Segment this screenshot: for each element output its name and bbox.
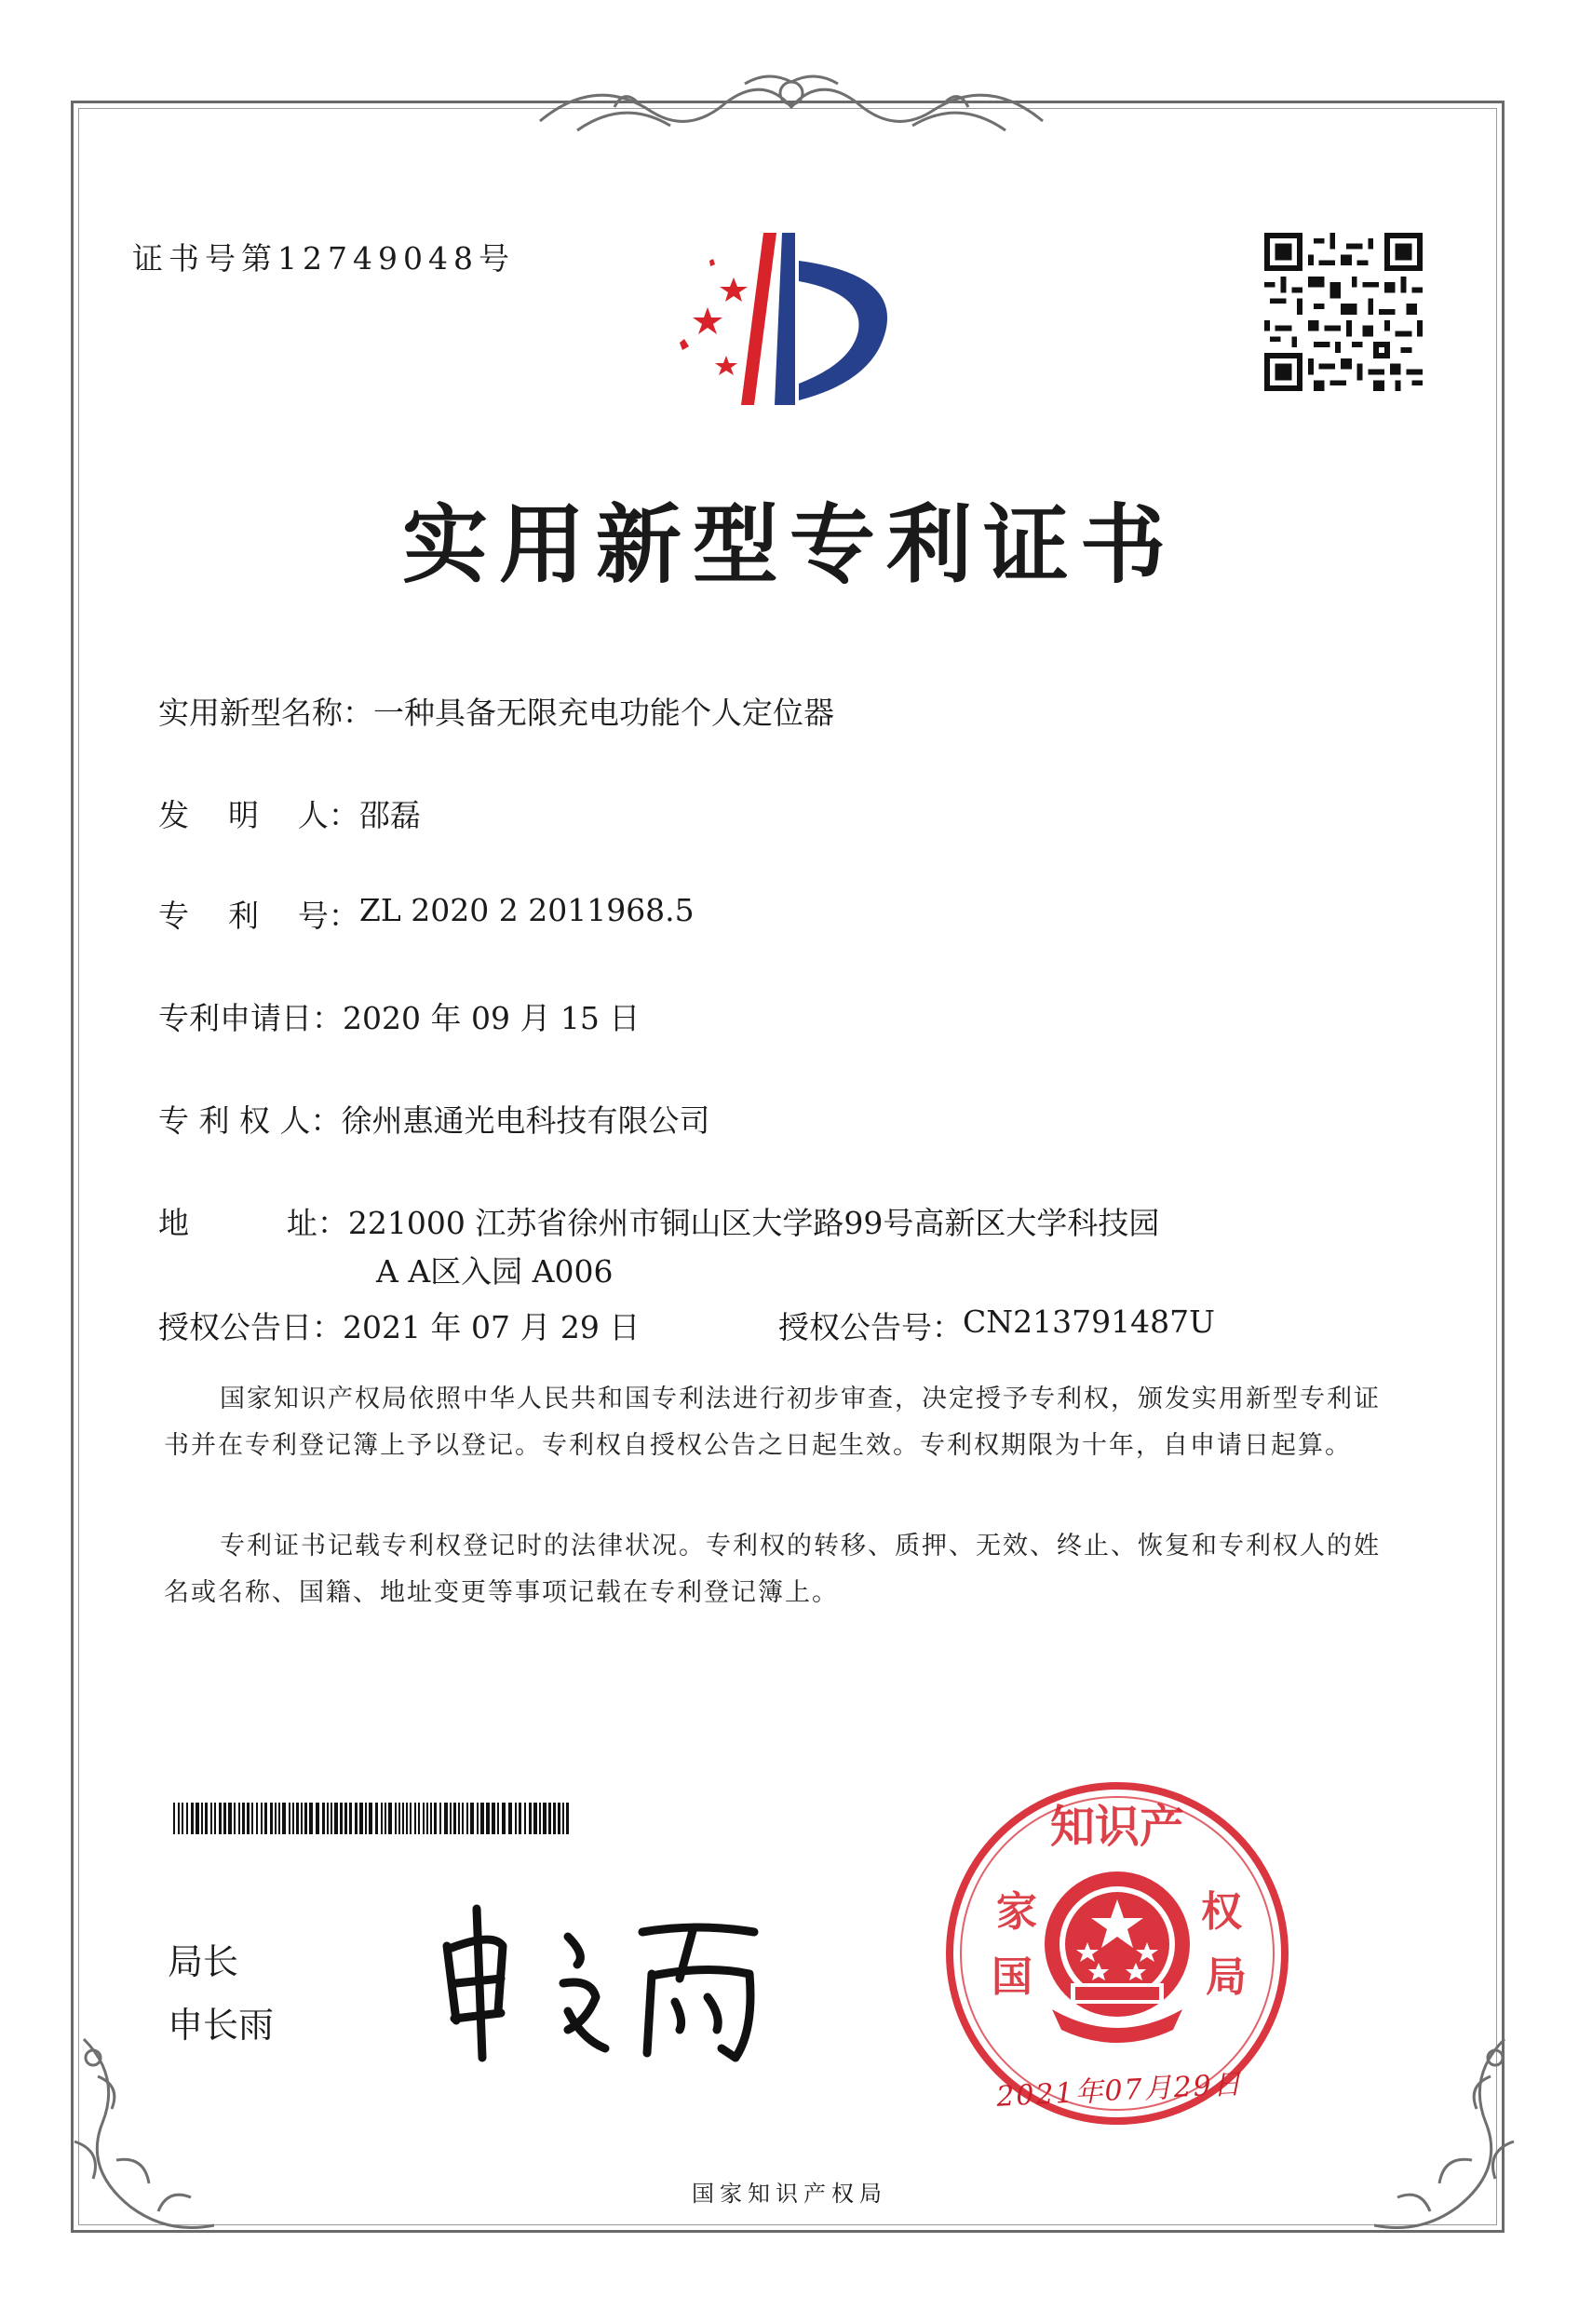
field-utility-model-name: [158, 689, 834, 733]
field-patentee: [158, 1097, 709, 1141]
seal-date: 2021年07月29日: [995, 2068, 1244, 2114]
bottom-right-ornament: [1365, 2020, 1523, 2244]
bottom-left-ornament: [65, 2020, 223, 2244]
field-value: ZL 2020 2 2011968.5: [358, 892, 695, 928]
field-value: CN213791487U: [963, 1304, 1215, 1340]
field-label: 授权公告号：: [778, 1309, 963, 1345]
field-label: 实用新型名称：: [158, 695, 373, 731]
field-address: [158, 1199, 1159, 1243]
legal-paragraph-1: 国家知识产权局依照中华人民共和国专利法进行初步审查，决定授予专利权，颁发实用新型专利证书并在专利登记簿上予以登记。专利权自授权公告之日起生效。专利权期限为十年，自申请日起算。: [164, 1385, 1381, 1460]
field-label: 专 利 权 人：: [158, 1102, 342, 1139]
certificate-title: 实用新型专利证书: [401, 494, 1177, 595]
svg-text:知识产: 知识产: [1049, 1801, 1185, 1853]
certificate-number: 证书号第12749048号: [132, 240, 515, 277]
field-value: 徐州惠通光电科技有限公司: [341, 1102, 710, 1139]
field-value: 邵磊: [358, 797, 421, 833]
field-value: 一种具备无限充电功能个人定位器: [373, 695, 834, 731]
svg-text:家: 家: [996, 1888, 1037, 1936]
director-signature: [428, 1890, 782, 2067]
top-ornament: [521, 65, 1061, 149]
field-value: 2020 年 09 月 15 日: [343, 1000, 641, 1036]
field-label: 发 明 人：: [158, 797, 359, 833]
legal-paragraph-2: 专利证书记载专利权登记时的法律状况。专利权的转移、质押、无效、终止、恢复和专利权人的姓名或名称、国籍、地址变更等事项记载在专利登记簿上。: [164, 1532, 1381, 1607]
svg-text:权: 权: [1201, 1888, 1242, 1936]
barcode: [173, 1803, 575, 1834]
field-publication-number: [778, 1304, 1215, 1347]
issuing-authority: 国家知识产权局: [692, 2181, 887, 2207]
svg-text:国: 国: [992, 1953, 1032, 2001]
field-patent-number: [158, 892, 695, 936]
field-value: 2021 年 07 月 29 日: [343, 1309, 641, 1345]
field-filing-date: [158, 994, 640, 1038]
field-label: 地 址：: [158, 1205, 348, 1241]
qr-code: [1264, 233, 1423, 391]
director-title: 局长: [168, 1941, 239, 1982]
cnipa-logo: [652, 223, 912, 410]
field-label: 授权公告日：: [158, 1309, 343, 1345]
field-label: 专 利 号：: [158, 898, 359, 934]
director-name: 申长雨: [168, 2005, 275, 2046]
field-publication-date: [158, 1304, 640, 1347]
field-label: 专利申请日：: [158, 1000, 343, 1036]
svg-text:局: 局: [1206, 1953, 1247, 2001]
field-inventor: [158, 791, 421, 835]
field-value: 221000 江苏省徐州市铜山区大学路99号高新区大学科技园: [347, 1205, 1160, 1241]
address-line-2: A A区入园 A006: [376, 1253, 614, 1290]
